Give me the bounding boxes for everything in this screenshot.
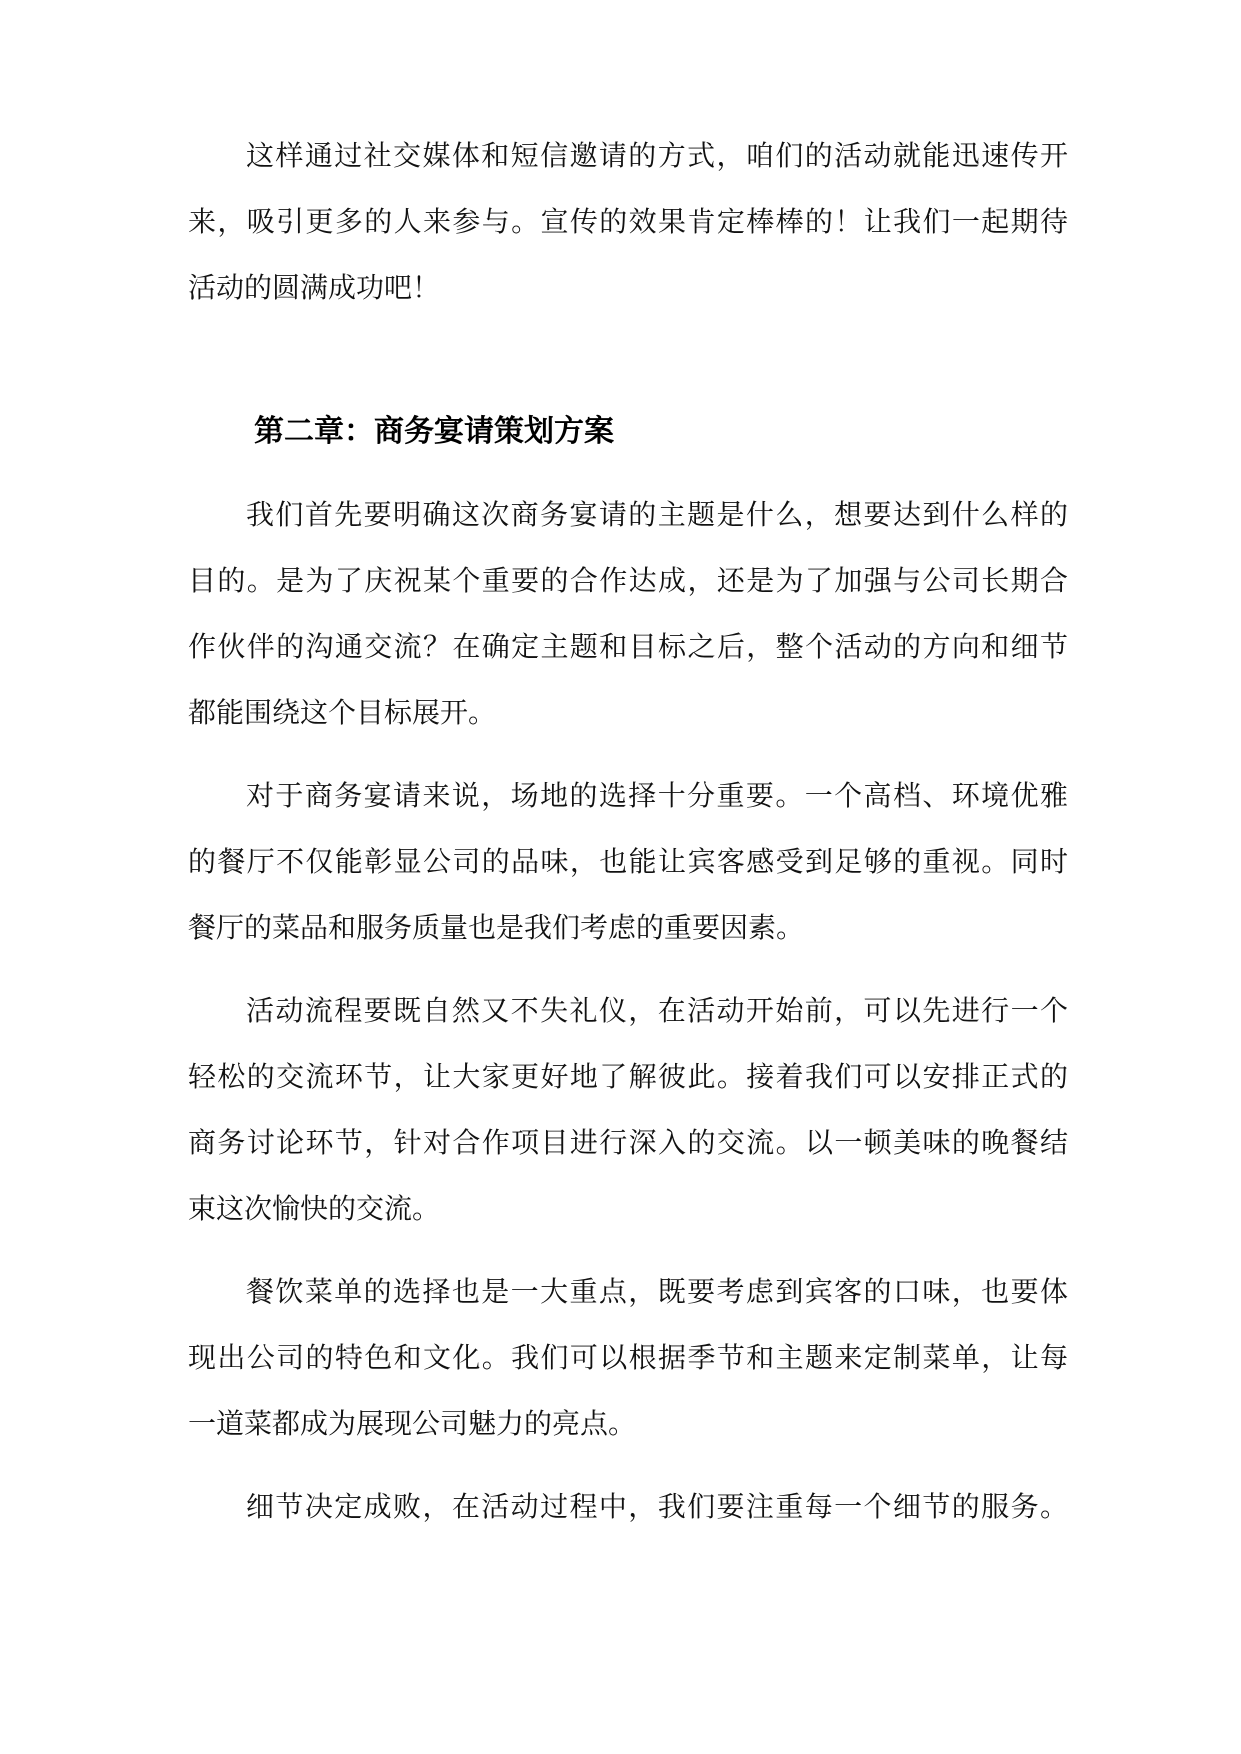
paragraph-line: 都能围绕这个目标展开。: [188, 696, 497, 729]
paragraph-line: 束这次愉快的交流。: [188, 1192, 441, 1225]
paragraph-line: 这样通过社交媒体和短信邀请的方式，咱们的活动就能迅速传开: [246, 139, 1068, 172]
paragraph-line: 活动的圆满成功吧！: [188, 271, 441, 304]
paragraph-line: 现出公司的特色和文化。我们可以根据季节和主题来定制菜单，让每: [188, 1341, 1068, 1374]
paragraph-line: 餐厅的菜品和服务质量也是我们考虑的重要因素。: [188, 911, 805, 944]
paragraph-line: 目的。是为了庆祝某个重要的合作达成，还是为了加强与公司长期合: [188, 564, 1068, 597]
paragraph-line: 活动流程要既自然又不失礼仪，在活动开始前，可以先进行一个: [246, 994, 1068, 1027]
paragraph-line: 细节决定成败，在活动过程中，我们要注重每一个细节的服务。: [246, 1490, 1068, 1523]
paragraph-line: 我们首先要明确这次商务宴请的主题是什么，想要达到什么样的: [246, 498, 1068, 531]
paragraph-line: 作伙伴的沟通交流？在确定主题和目标之后，整个活动的方向和细节: [188, 630, 1068, 663]
paragraph-line: 一道菜都成为展现公司魅力的亮点。: [188, 1407, 637, 1440]
paragraph-line: 轻松的交流环节，让大家更好地了解彼此。接着我们可以安排正式的: [188, 1060, 1068, 1093]
paragraph-line: 商务讨论环节，针对合作项目进行深入的交流。以一顿美味的晚餐结: [188, 1126, 1068, 1159]
paragraph-line: 的餐厅不仅能彰显公司的品味，也能让宾客感受到足够的重视。同时: [188, 845, 1068, 878]
chapter-heading: 第二章：商务宴请策划方案: [254, 414, 614, 449]
paragraph-line: 餐饮菜单的选择也是一大重点，既要考虑到宾客的口味，也要体: [246, 1275, 1068, 1308]
paragraph-line: 来，吸引更多的人来参与。宣传的效果肯定棒棒的！让我们一起期待: [188, 205, 1068, 238]
paragraph-line: 对于商务宴请来说，场地的选择十分重要。一个高档、环境优雅: [246, 779, 1068, 812]
